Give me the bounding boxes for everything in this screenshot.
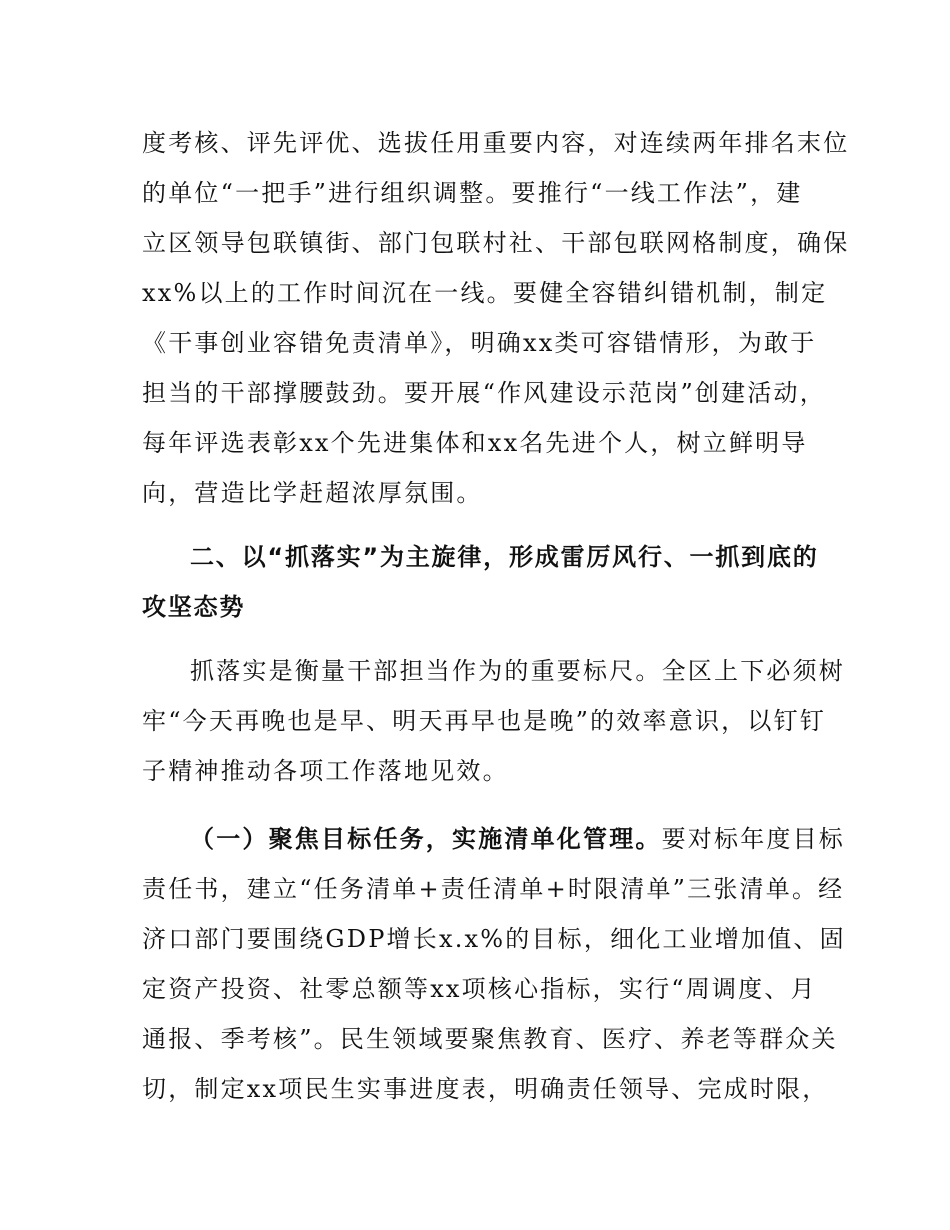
text-line: 子精神推动各项工作落地见效。: [142, 757, 509, 785]
paragraph-subsection: [142, 814, 846, 1114]
text-line: xx%以上的工作时间沉在一线。要健全容错纠错机制，制定: [142, 279, 828, 307]
heading-line: 攻坚态势: [142, 593, 246, 621]
subsection-heading: （一）聚焦目标任务，实施清单化管理。: [190, 825, 662, 853]
text-line: 牢“今天再晚也是早、明天再早也是晚”的效率意识，以钉钉: [142, 707, 826, 735]
text-line: 度考核、评先评优、选拔任用重要内容，对连续两年排名末位: [142, 129, 850, 157]
text-line: 的单位“一把手”进行组织调整。要推行“一线工作法”，建: [142, 179, 803, 207]
text-line: 抓落实是衡量干部担当作为的重要标尺。全区上下必须树: [190, 657, 845, 685]
text-line: 向，营造比学赶超浓厚氛围。: [142, 479, 483, 507]
text-line: 责任书，建立“任务清单+责任清单+时限清单”三张清单。经: [142, 875, 845, 903]
subsection-first-line: [142, 814, 846, 864]
text-line: 通报、季考核”。民生领域要聚焦教育、医疗、养老等群众关: [142, 1025, 838, 1053]
text-line: 每年评选表彰xx个先进集体和xx名先进个人，树立鲜明导: [142, 429, 808, 457]
text-line: 担当的干部撑腰鼓劲。要开展“作风建设示范岗”创建活动，: [142, 379, 826, 407]
text-line: 定资产投资、社零总额等xx项核心指标，实行“周调度、月: [142, 975, 817, 1003]
section-heading: [142, 532, 819, 632]
text-line: 《干事创业容错免责清单》，明确xx类可容错情形，为敢于: [142, 329, 817, 357]
paragraph-continuation: [142, 118, 850, 518]
text-line: 济口部门要围绕GDP增长x.x%的目标，细化工业增加值、固: [142, 925, 846, 953]
text-line: 切，制定xx项民生实事进度表，明确责任领导、完成时限，: [142, 1075, 829, 1103]
text-fragment: 要对标年度目标: [661, 825, 846, 853]
heading-line: 二、以“抓落实”为主旋律，形成雷厉风行、一抓到底的: [190, 543, 819, 571]
paragraph-intro: [142, 646, 845, 796]
text-line: 立区领导包联镇街、部门包联村社、干部包联网格制度，确保: [142, 229, 850, 257]
